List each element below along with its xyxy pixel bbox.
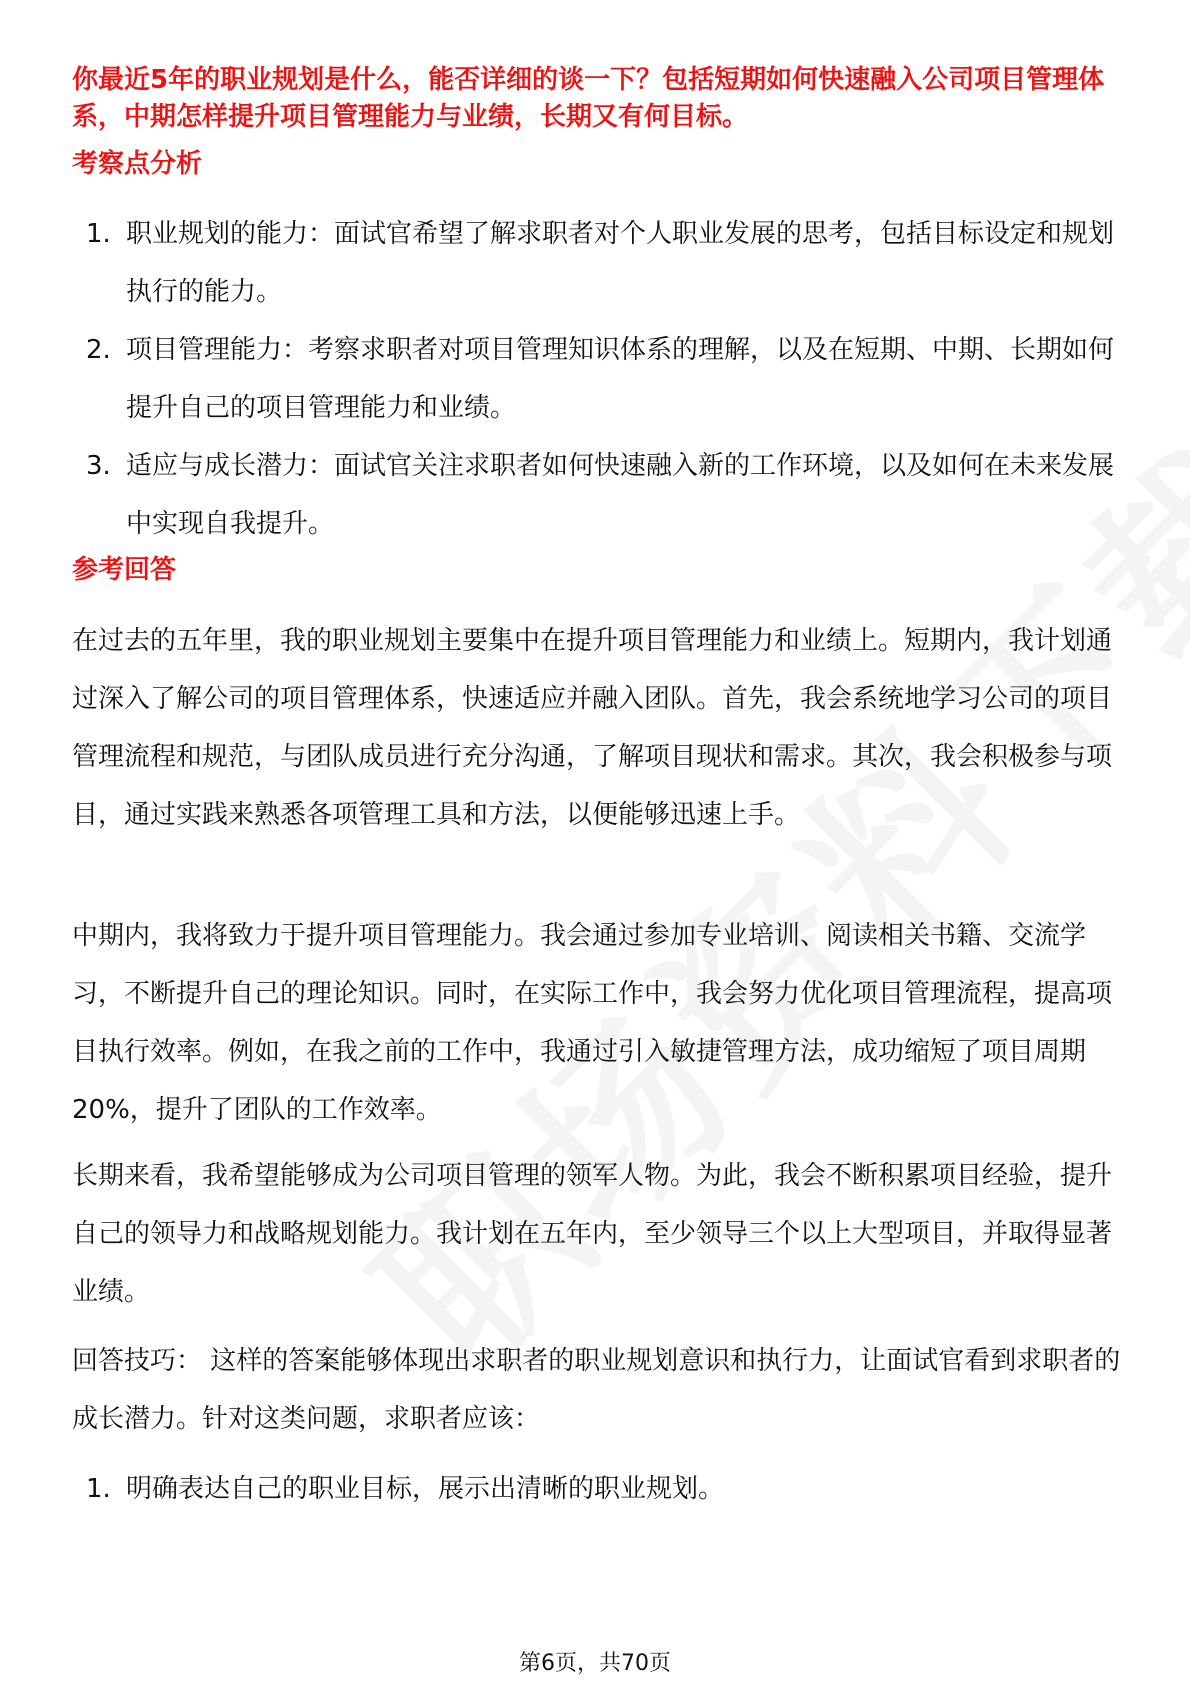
answer-paragraph-mid-term: 中期内，我将致力于提升项目管理能力。我会通过参加专业培训、阅读相关书籍、交流学习，不断提升自己的理论知识。同时，在实际工作中，我会努力优化项目管理流程，提高项目执行效率。例如，在我之前的工作中，我通过引入敏捷管理方法，成功缩短了项目周期20%，提升了团队的工作效率。	[72, 921, 1113, 1125]
analysis-heading: 考察点分析	[72, 149, 203, 179]
list-item-text: 项目管理能力：考察求职者对项目管理知识体系的理解，以及在短期、中期、长期如何提升自己的项目管理能力和业绩。	[126, 335, 1115, 423]
list-number: 3.	[86, 451, 111, 481]
page-number-footer: 第6页，共70页	[519, 1651, 671, 1676]
list-number: 2.	[86, 335, 111, 365]
answer-paragraph-long-term: 长期来看，我希望能够成为公司项目管理的领军人物。为此，我会不断积累项目经验，提升自己的领导力和战略规划能力。我计划在五年内，至少领导三个以上大型项目，并取得显著业绩。	[72, 1161, 1113, 1307]
list-item	[72, 205, 1122, 321]
list-item	[72, 437, 1122, 553]
answer-tips-intro: 回答技巧： 这样的答案能够体现出求职者的职业规划意识和执行力，让面试官看到求职者的成长潜力。针对这类问题，求职者应该：	[72, 1346, 1121, 1434]
question-text: 你最近5年的职业规划是什么，能否详细的谈一下？包括短期如何快速融入公司项目管理体系，中期怎样提升项目管理能力与业绩，长期又有何目标。	[72, 65, 1105, 132]
list-item-text: 职业规划的能力：面试官希望了解求职者对个人职业发展的思考，包括目标设定和规划执行的能力。	[126, 219, 1115, 307]
answer-paragraph-short-term: 在过去的五年里，我的职业规划主要集中在提升项目管理能力和业绩上。短期内，我计划通过深入了解公司的项目管理体系，快速适应并融入团队。首先，我会系统地学习公司的项目管理流程和规范，与团队成员进行充分沟通，了解项目现状和需求。其次，我会积极参与项目，通过实践来熟悉各项管理工具和方法，以便能够迅速上手。	[72, 626, 1113, 830]
list-item	[72, 321, 1122, 437]
list-item	[72, 1460, 1122, 1518]
answer-heading: 参考回答	[72, 555, 177, 585]
list-number: 1.	[86, 1474, 111, 1504]
list-number: 1.	[86, 219, 111, 249]
list-item-text: 明确表达自己的职业目标，展示出清晰的职业规划。	[126, 1474, 725, 1504]
analysis-list	[72, 205, 1122, 553]
list-item-text: 适应与成长潜力：面试官关注求职者如何快速融入新的工作环境，以及如何在未来发展中实现自我提升。	[126, 451, 1115, 539]
tips-list	[72, 1460, 1122, 1518]
